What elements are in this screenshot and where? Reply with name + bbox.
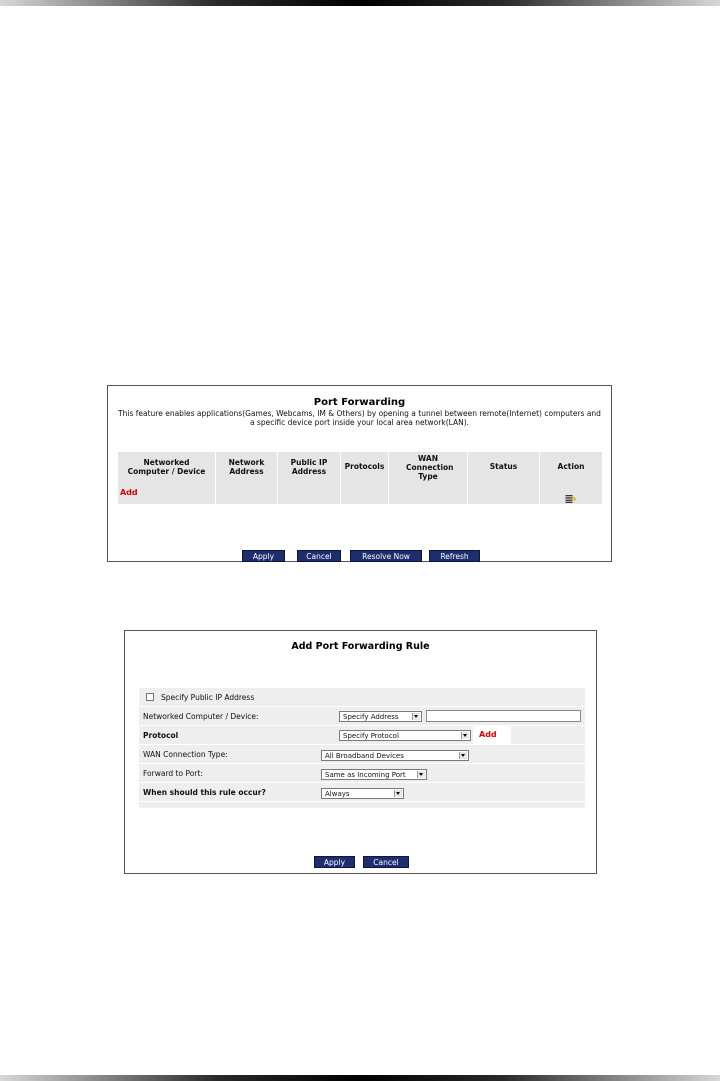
column-header-action: Action (557, 462, 585, 471)
column-header-network-address: Network Address (228, 458, 265, 476)
refresh-button[interactable]: Refresh (429, 550, 480, 562)
column-wan-connection-type (389, 452, 467, 504)
add-rule-link[interactable]: Add (120, 488, 138, 497)
chevron-down-icon (459, 752, 467, 759)
chevron-down-icon (417, 771, 425, 778)
schedule-row (139, 783, 585, 802)
wan-connection-select-value: All Broadband Devices (325, 752, 404, 760)
add-port-forwarding-rule-panel (124, 630, 597, 874)
rule-cancel-button[interactable]: Cancel (363, 856, 409, 868)
protocol-row (139, 726, 585, 745)
column-header-status: Status (489, 462, 518, 471)
port-forwarding-panel (107, 385, 612, 562)
add-rule-title: Add Port Forwarding Rule (291, 641, 430, 652)
column-action (540, 452, 602, 504)
protocol-label: Protocol (143, 731, 179, 740)
networked-device-row (139, 707, 585, 726)
device-address-select[interactable] (339, 711, 422, 722)
rule-apply-button[interactable]: Apply (314, 856, 355, 868)
port-forwarding-description: This feature enables applications(Games, Webcams, IM & Others) by opening a tunnel between remote(Internet) computers and a specific device port inside your local area network(LAN). (118, 409, 601, 427)
apply-button[interactable]: Apply (242, 550, 285, 562)
column-header-public-ip: Public IP Address (290, 458, 328, 476)
protocol-select[interactable] (339, 730, 471, 741)
port-forwarding-title: Port Forwarding (313, 397, 406, 408)
port-forwarding-table (118, 452, 602, 504)
schedule-select-value: Always (325, 790, 350, 798)
cancel-button[interactable]: Cancel (297, 550, 341, 562)
wan-connection-label: WAN Connection Type: (143, 750, 228, 759)
column-header-protocols: Protocols (344, 462, 385, 471)
forward-to-port-label: Forward to Port: (143, 769, 203, 778)
schedule-label: When should this rule occur? (143, 788, 266, 797)
wan-connection-select[interactable] (321, 750, 469, 761)
device-address-input[interactable] (426, 710, 581, 722)
column-network-address (216, 452, 277, 504)
resolve-now-button[interactable]: Resolve Now (350, 550, 422, 562)
column-protocols (341, 452, 388, 504)
wan-connection-row (139, 745, 585, 764)
bottom-decorative-bar (0, 1075, 720, 1081)
chevron-down-icon (412, 713, 420, 720)
device-address-select-value: Specify Address (343, 713, 399, 721)
column-networked-computer (118, 452, 215, 504)
protocol-select-value: Specify Protocol (343, 732, 399, 740)
schedule-select[interactable] (321, 788, 404, 799)
forward-to-port-select[interactable] (321, 769, 427, 780)
specify-public-ip-label: Specify Public IP Address (161, 693, 255, 702)
specify-public-ip-checkbox[interactable] (146, 693, 154, 701)
chevron-down-icon (461, 732, 469, 739)
column-header-wan-connection-type: WAN Connection Type (406, 454, 454, 481)
add-rule-form (139, 688, 585, 808)
column-public-ip (278, 452, 340, 504)
add-protocol-link[interactable]: Add (479, 730, 497, 739)
chevron-down-icon (394, 790, 402, 797)
edit-list-icon[interactable] (566, 488, 577, 507)
top-decorative-bar (0, 0, 720, 6)
networked-device-label: Networked Computer / Device: (143, 712, 259, 721)
specify-public-ip-row (139, 688, 585, 707)
forward-to-port-select-value: Same as Incoming Port (325, 771, 406, 779)
column-header-networked-computer: Networked Computer / Device (127, 458, 206, 476)
column-status (468, 452, 539, 504)
forward-to-port-row (139, 764, 585, 783)
